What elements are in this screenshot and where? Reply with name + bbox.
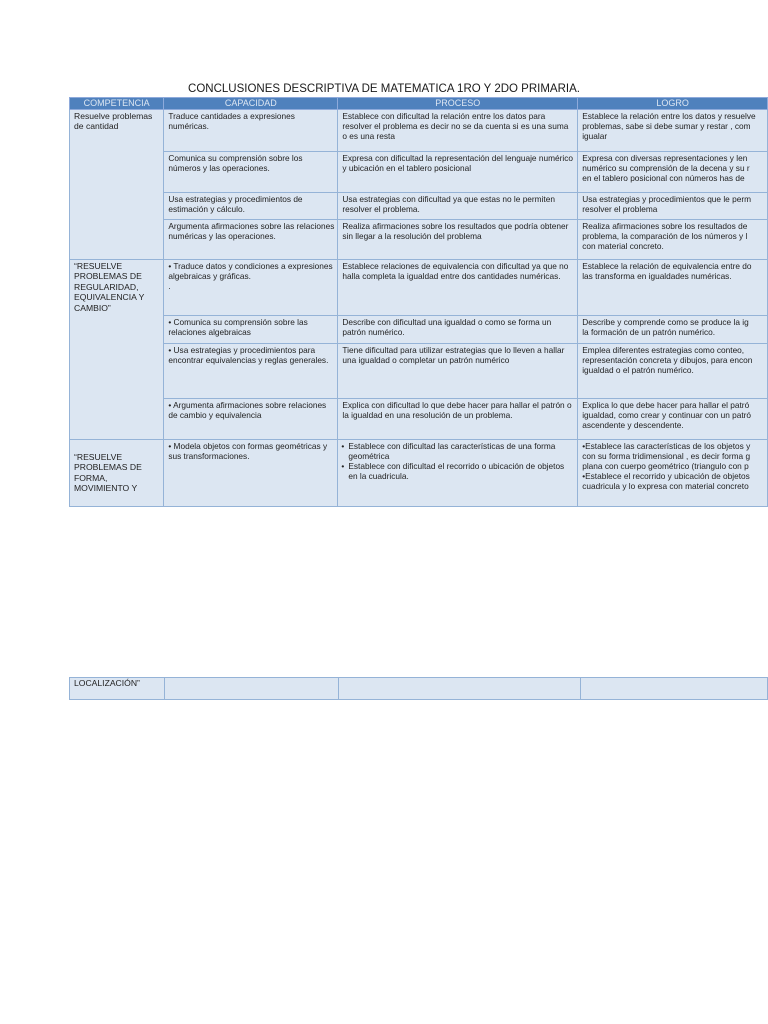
- table-row: [70, 260, 768, 316]
- competencia-cell: “RESUELVE PROBLEMAS DE REGULARIDAD, EQUIVALENCIA Y CAMBIO”: [70, 260, 164, 440]
- header-capacidad: CAPACIDAD: [164, 98, 338, 110]
- table-row: [70, 399, 768, 440]
- header-proceso: PROCESO: [338, 98, 578, 110]
- logro-cell: Describe y comprende como se produce la ig la formación de un patrón numérico.: [578, 316, 768, 344]
- proceso-bullet-list: [342, 441, 574, 481]
- continuation-table: [69, 677, 768, 700]
- capacidad-cell: [164, 678, 339, 700]
- proceso-cell: Usa estrategias con dificultad ya que estas no le permiten resolver el problema.: [338, 193, 578, 220]
- proceso-cell: Explica con dificultad lo que debe hacer para hallar el patrón o la igualdad en una resolución de un problema.: [338, 399, 578, 440]
- capacidad-cell: Usa estrategias y procedimientos de estimación y cálculo.: [164, 193, 338, 220]
- proceso-cell: [339, 678, 580, 700]
- proceso-cell: Establece relaciones de equivalencia con dificultad ya que no halla completa la igualdad entre dos cantidades numéricas.: [338, 260, 578, 316]
- logro-cell: Usa estrategias y procedimientos que le perm resolver el problema: [578, 193, 768, 220]
- capacidad-cell: • Argumenta afirmaciones sobre relaciones de cambio y equivalencia: [164, 399, 338, 440]
- table-row: [70, 440, 768, 507]
- competencia-cell: Resuelve problemas de cantidad: [70, 110, 164, 260]
- logro-cell: [580, 678, 767, 700]
- list-item: • Establece con dificultad el recorrido o ubicación de objetos en la cuadricula.: [342, 461, 574, 481]
- logro-cell: Expresa con diversas representaciones y len numérico su comprensión de la decena y su r en el tablero posicional con números has de: [578, 152, 768, 193]
- logro-cell: Establece la relación de equivalencia entre do las transforma en igualdades numéricas.: [578, 260, 768, 316]
- capacidad-cell: Comunica su comprensión sobre los números y las operaciones.: [164, 152, 338, 193]
- proceso-cell: Tiene dificultad para utilizar estrategias que lo lleven a hallar una igualdad o completar un patrón numérico: [338, 344, 578, 399]
- logro-cell: Emplea diferentes estrategias como conteo, representación concreta y dibujos, para encon igualdad o el patrón numérico.: [578, 344, 768, 399]
- capacidad-cell: Argumenta afirmaciones sobre las relaciones numéricas y las operaciones.: [164, 220, 338, 260]
- competencia-cell: LOCALIZACIÓN”: [70, 678, 165, 700]
- table-row: [70, 316, 768, 344]
- table-header-row: [70, 98, 768, 110]
- logro-cell: Explica lo que debe hacer para hallar el patró igualdad, como crear y continuar con un patró ascendente y descendente.: [578, 399, 768, 440]
- proceso-cell: Realiza afirmaciones sobre los resultados que podría obtener sin llegar a la resolución del problema: [338, 220, 578, 260]
- header-logro: LOGRO: [578, 98, 768, 110]
- table-row: [70, 220, 768, 260]
- logro-cell: •Establece las características de los objetos y con su forma tridimensional , es decir forma g plana con cuerpo geométrico (triangulo con p •Establece el recorrido y ubicación de objetos cuadricula y lo expresa con material concreto: [578, 440, 768, 507]
- capacidad-cell: • Modela objetos con formas geométricas y sus transformaciones.: [164, 440, 338, 507]
- proceso-cell: Describe con dificultad una igualdad o como se forma un patrón numérico.: [338, 316, 578, 344]
- proceso-cell: Establece con dificultad la relación entre los datos para resolver el problema es decir no se da cuenta si es una suma o es una resta: [338, 110, 578, 152]
- capacidad-cell: • Comunica su comprensión sobre las relaciones algebraicas: [164, 316, 338, 344]
- capacidad-cell: • Traduce datos y condiciones a expresiones algebraicas y gráficas. .: [164, 260, 338, 316]
- page-title: CONCLUSIONES DESCRIPTIVA DE MATEMATICA 1RO Y 2DO PRIMARIA.: [188, 83, 580, 95]
- capacidad-cell: Traduce cantidades a expresiones numéricas.: [164, 110, 338, 152]
- capacidad-cell: • Usa estrategias y procedimientos para encontrar equivalencias y reglas generales.: [164, 344, 338, 399]
- logro-cell: Establece la relación entre los datos y resuelve problemas, sabe si debe sumar y restar , com igualar: [578, 110, 768, 152]
- header-competencia: COMPETENCIA: [70, 98, 164, 110]
- table-row: [70, 110, 768, 152]
- proceso-cell: [338, 440, 578, 507]
- list-item: • Establece con dificultad las características de una forma geométrica: [342, 441, 574, 461]
- conclusions-table: [69, 97, 768, 507]
- competencia-cell: “RESUELVE PROBLEMAS DE FORMA, MOVIMIENTO Y: [70, 440, 164, 507]
- table-row: [70, 193, 768, 220]
- proceso-cell: Expresa con dificultad la representación del lenguaje numérico y ubicación en el tablero posicional: [338, 152, 578, 193]
- table-row: [70, 678, 768, 700]
- logro-cell: Realiza afirmaciones sobre los resultados de problema, la comparación de los números y l con material concreto.: [578, 220, 768, 260]
- table-row: [70, 152, 768, 193]
- table-row: [70, 344, 768, 399]
